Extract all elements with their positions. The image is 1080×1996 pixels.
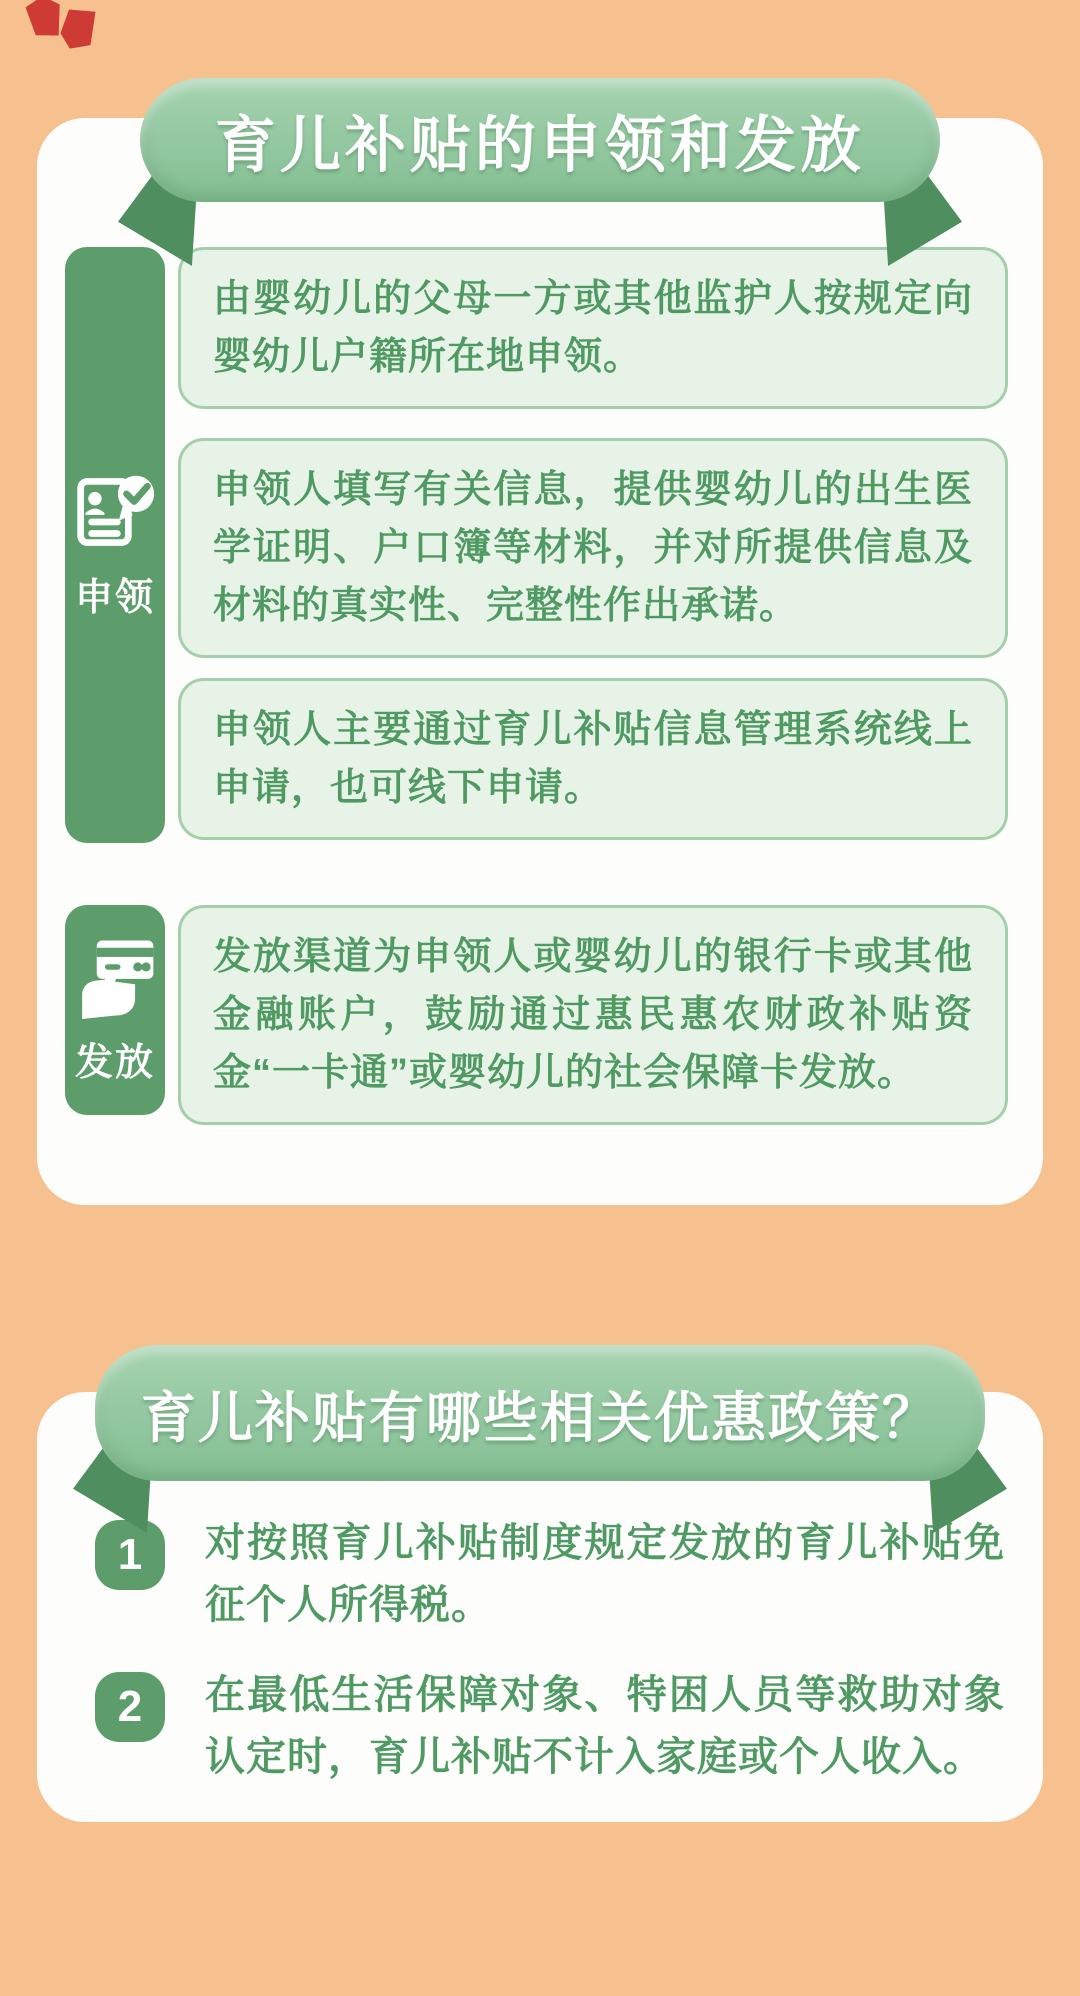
policy-number-badge: 1 [95,1520,165,1590]
section1-banner [140,78,940,202]
apply-side-tab [65,247,165,843]
info-box-distribution-channel [178,905,1008,1125]
red-decoration-fragment [57,5,98,53]
section2-banner [95,1345,985,1481]
info-box-apply-where [178,247,1008,409]
distribute-side-tab [65,905,165,1115]
section1-banner-title: 育儿补贴的申领和发放 [214,110,865,179]
policy-item-text: 对按照育儿补贴制度规定发放的育儿补贴免征个人所得税。 [205,1521,1005,1627]
red-decoration-fragment [24,0,66,41]
info-box-text: 申领人主要通过育儿补贴信息管理系统线上申请，也可线下申请。 [213,709,973,809]
hand-holding-card-icon [71,935,159,1019]
policy-item-text: 在最低生活保障对象、特困人员等救助对象认定时，育儿补贴不计入家庭或个人收入。 [205,1673,1005,1779]
section1-banner-body [140,78,940,202]
distribute-side-tab-label: 发放 [74,1041,155,1084]
section2-banner-body [95,1345,985,1481]
application-form-check-icon [73,470,157,554]
section-application-distribution-card [37,118,1043,1205]
section2-banner-title: 育儿补贴有哪些相关优惠政策？ [140,1386,939,1449]
info-box-apply-materials [178,438,1008,658]
info-box-text: 发放渠道为申领人或婴幼儿的银行卡或其他金融账户，鼓励通过惠民惠农财政补贴资金“一卡通”或婴幼儿的社会保障卡发放。 [213,936,973,1094]
policy-number-badge: 2 [95,1672,165,1742]
info-box-text: 申领人填写有关信息，提供婴幼儿的出生医学证明、户口簿等材料，并对所提供信息及材料的真实性、完整性作出承诺。 [213,469,973,627]
info-box-apply-online [178,678,1008,840]
apply-side-tab-label: 申领 [74,576,155,619]
info-box-text: 由婴幼儿的父母一方或其他监护人按规定向婴幼儿户籍所在地申领。 [213,278,973,378]
